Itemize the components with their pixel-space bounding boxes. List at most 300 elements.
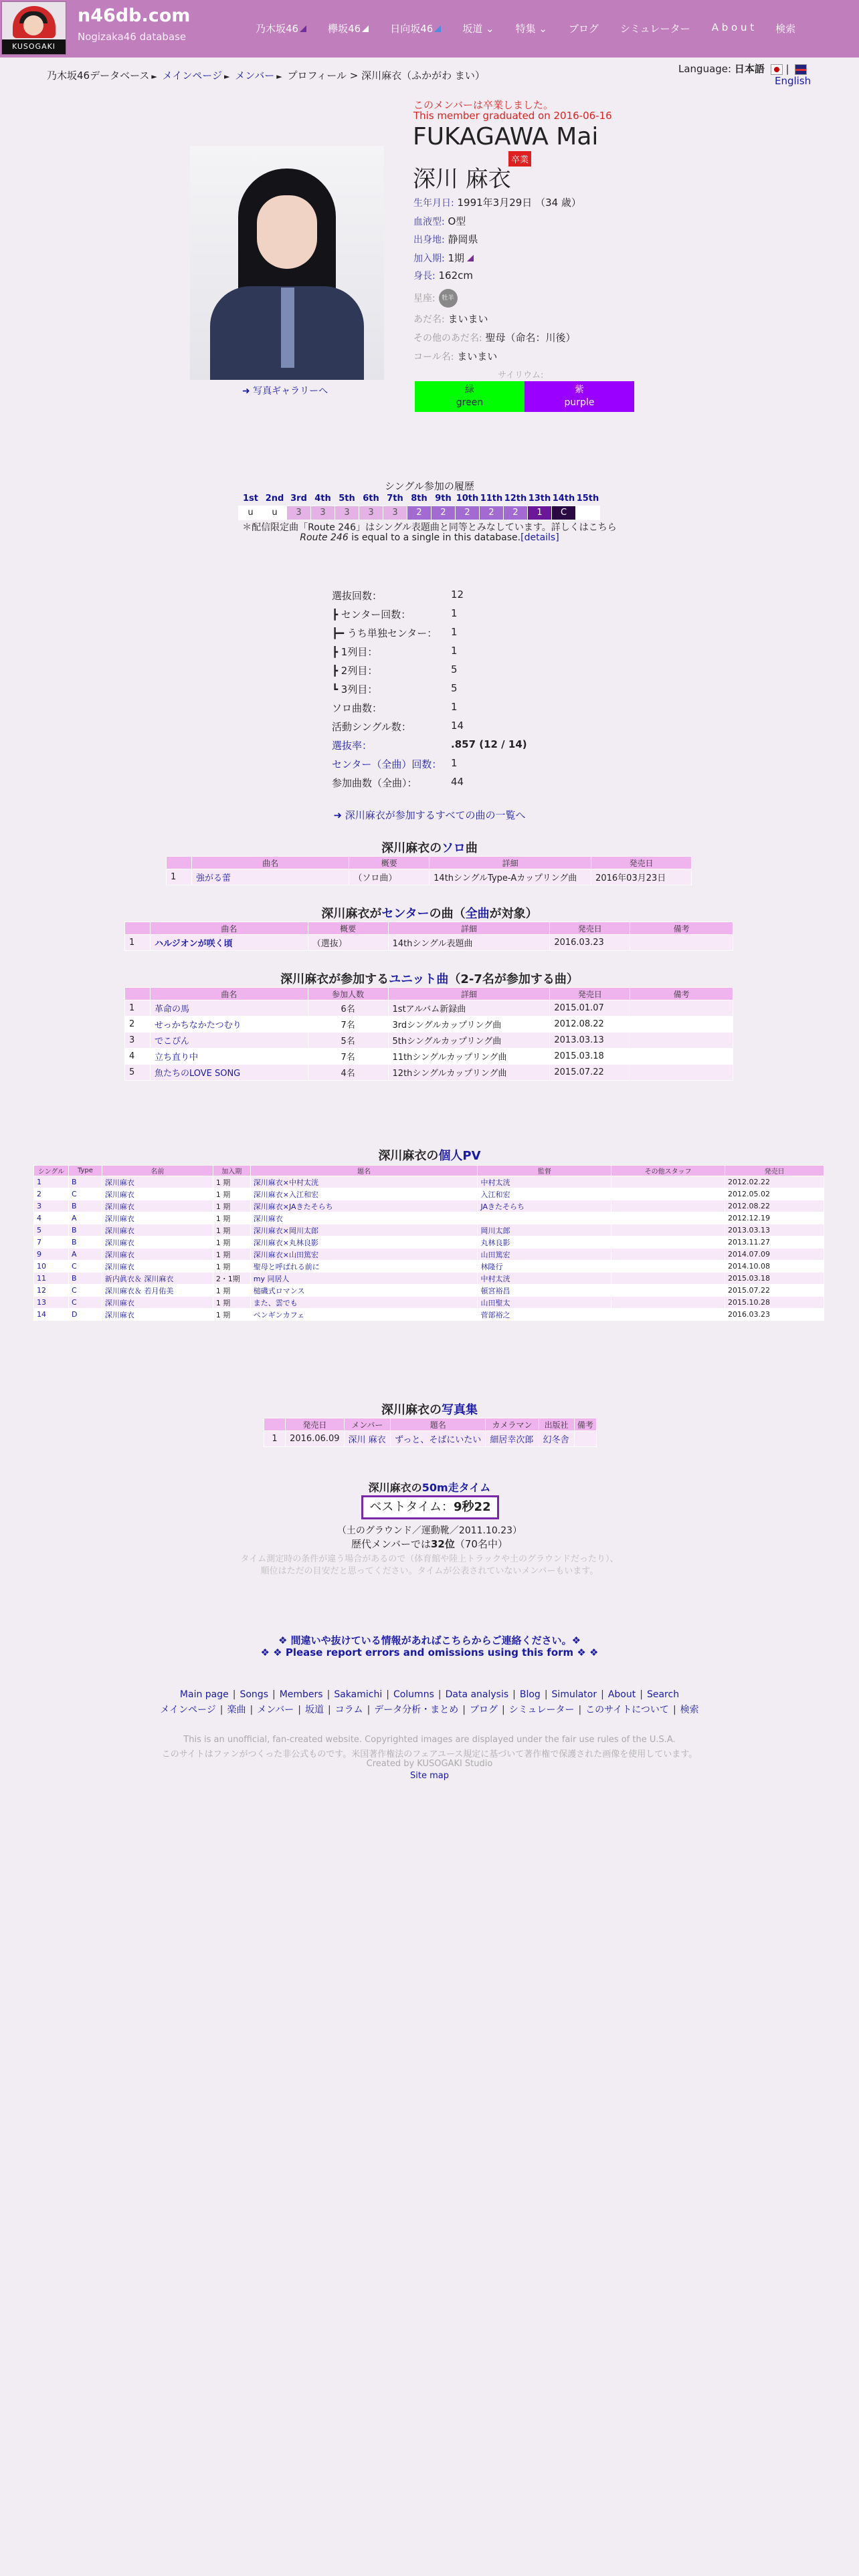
row-link[interactable]: 林隆行 [478, 1261, 611, 1273]
row-link[interactable]: ハルジオンが咲く頃 [150, 935, 308, 951]
row-link[interactable]: 細居幸次郎 [486, 1431, 539, 1447]
table-cell: 2012.08.22 [550, 1016, 630, 1033]
penlight-label: サイリウム: [498, 370, 544, 381]
row-link[interactable]: JAきたそらち [478, 1200, 611, 1212]
profile-birthday [413, 195, 581, 209]
row-link[interactable]: 深川 麻衣 [344, 1431, 391, 1447]
table-cell: 2015.03.18 [725, 1273, 824, 1285]
row-link[interactable]: 槌磯式ロマンス [250, 1285, 478, 1297]
stat-key[interactable]: センター（全曲）回数： [332, 758, 442, 770]
uk-flag-icon[interactable] [795, 64, 807, 75]
row-link[interactable]: 中村太洸 [478, 1273, 611, 1285]
member-photo[interactable] [190, 146, 384, 380]
single-header-5[interactable]: 5th [339, 494, 355, 504]
row-link[interactable]: 深川麻衣×丸林良影 [250, 1237, 478, 1249]
row-link[interactable]: 新内眞衣＆ 深川麻衣 [102, 1273, 213, 1285]
table-row [125, 935, 733, 951]
row-link[interactable]: 深川麻衣 [102, 1249, 213, 1261]
row-link[interactable]: D [68, 1309, 102, 1321]
nav-keyakizaka-label: 欅坂46 [328, 23, 361, 35]
single-header-12[interactable]: 12th [504, 494, 527, 504]
row-link[interactable]: また、雲でも [250, 1297, 478, 1309]
column-header: 概要 [308, 922, 388, 935]
footer-link[interactable]: Simulator [551, 1689, 597, 1700]
nav-search[interactable]: 検索 [775, 23, 796, 35]
table-cell: 4 [125, 1049, 151, 1065]
row-link[interactable]: 幻冬舎 [539, 1431, 574, 1447]
table-cell: 1 期 [213, 1285, 250, 1297]
table-row [125, 1049, 733, 1065]
breadcrumb-arrow-icon: ► [151, 72, 157, 81]
birthday-key[interactable]: 生年月日: [413, 198, 454, 209]
footer-link[interactable]: コラム [335, 1705, 363, 1715]
row-link[interactable]: 深川麻衣 [102, 1200, 213, 1212]
row-link[interactable]: ずっと、そばにいたい [391, 1431, 486, 1447]
site-title[interactable]: n46db.com [78, 5, 191, 26]
row-link[interactable]: 深川麻衣×山田篤宏 [250, 1249, 478, 1261]
breadcrumb-profile: プロフィール [287, 70, 347, 82]
row-link[interactable]: せっかちなかたつむり [150, 1016, 308, 1033]
table-cell [630, 1016, 733, 1033]
table-cell: 2016年03月23日 [591, 869, 692, 885]
table-cell [611, 1273, 725, 1285]
row-link[interactable]: 深川麻衣 [102, 1224, 213, 1237]
report-errors-link-ja[interactable]: ❖ 間違いや抜けている情報があればこちらからご連絡ください。❖ [278, 1634, 581, 1646]
table-row [34, 1309, 824, 1321]
row-link[interactable]: 菅部裕之 [478, 1309, 611, 1321]
center-title-link[interactable]: センター [381, 907, 430, 921]
row-link[interactable]: 10 [34, 1261, 69, 1273]
center-title-a: 深川麻衣が [321, 907, 382, 921]
stat-key: 活動シングル数： [332, 721, 411, 733]
fifty-title-link[interactable]: 50m走タイム [421, 1481, 491, 1494]
table-cell: 6名 [308, 1000, 388, 1016]
footer-separator: | [601, 1689, 604, 1700]
footer-link[interactable]: Search [646, 1689, 680, 1700]
footer-separator: | [327, 1705, 331, 1715]
table-cell: 1stアルバム新録曲 [388, 1000, 550, 1016]
row-link[interactable]: C [68, 1188, 102, 1200]
purple-triangle-icon [300, 25, 306, 32]
column-header: 加入期 [213, 1166, 250, 1176]
row-link[interactable]: でこぴん [150, 1033, 308, 1049]
table-row [34, 1237, 824, 1249]
route246-note-ja-text[interactable]: ＊配信限定曲「Route 246」はシングル表題曲と同等とみなしています。詳しくはこちら [242, 522, 617, 533]
disclaimer-en: This is an unofficial, fan-created website. Copyrighted images are displayed under the fair use rules of the U.S.A. [183, 1735, 676, 1745]
row-link[interactable]: 9 [34, 1249, 69, 1261]
footer-separator: | [578, 1705, 582, 1715]
stat-value: 5 [451, 663, 458, 675]
table-row [125, 1000, 733, 1016]
site-logo[interactable] [1, 1, 66, 55]
column-header: 出版社 [539, 1418, 574, 1431]
footer-link[interactable]: データ分析・まとめ [374, 1705, 459, 1715]
solo-title-c: 曲 [465, 841, 478, 855]
row-link[interactable]: 11 [34, 1273, 69, 1285]
row-link[interactable]: B [68, 1224, 102, 1237]
table-header-row [125, 922, 733, 935]
table-cell: 2016.03.23 [725, 1309, 824, 1321]
table-cell [574, 1431, 596, 1447]
single-value-15 [576, 506, 600, 520]
single-value-9: 2 [432, 506, 456, 520]
credit: Created by KUSOGAKI Studio [366, 1759, 493, 1769]
nav-features-menu[interactable]: 特集 ⌄ [515, 23, 547, 35]
footer-separator: | [544, 1689, 548, 1700]
table-cell: 11thシングルカップリング曲 [388, 1049, 550, 1065]
row-link[interactable]: 深川麻衣 [102, 1212, 213, 1224]
column-header [264, 1418, 286, 1431]
best-time-rank [0, 1537, 859, 1551]
row-link[interactable]: 立ち直り中 [150, 1049, 308, 1065]
language-current: 日本語 [734, 63, 765, 75]
table-cell [611, 1309, 725, 1321]
footer-link[interactable]: メンバー [257, 1705, 294, 1715]
japan-flag-icon[interactable] [771, 64, 783, 75]
center-all-link[interactable]: 全曲 [465, 907, 490, 921]
table-cell [611, 1249, 725, 1261]
table-cell [630, 1065, 733, 1081]
footer-separator: | [232, 1689, 236, 1700]
single-header-3[interactable]: 3rd [290, 494, 307, 504]
table-cell: 2 [125, 1016, 151, 1033]
language-switcher: Language: 日本語 | [678, 62, 807, 76]
row-link[interactable]: 深川麻衣×入江和宏 [250, 1188, 478, 1200]
single-header-10[interactable]: 10th [456, 494, 479, 504]
column-header: メンバー [344, 1418, 391, 1431]
hometown-key[interactable]: 出身地: [413, 235, 445, 245]
aries-sign-icon: 牡羊 [439, 289, 458, 308]
member-name-ja: 深川 麻衣 [413, 166, 511, 193]
center-songs-table [124, 922, 733, 951]
breadcrumb: 乃木坂46データベース ► メインページ ► メンバー ► プロフィール > 深川麻衣（ふかがわ まい） [47, 70, 485, 82]
column-header: その他スタッフ [611, 1166, 725, 1176]
center-songs-title [0, 904, 859, 922]
route246-details-link[interactable]: [details] [520, 532, 559, 543]
hometown-value: 静岡県 [448, 233, 478, 245]
row-link[interactable]: 1 [34, 1176, 69, 1188]
penlight-color-purple [524, 381, 634, 412]
height-key[interactable]: 身長: [413, 271, 436, 282]
nav-keyakizaka[interactable] [328, 21, 369, 35]
table-row [125, 1065, 733, 1081]
footer-link[interactable]: About [607, 1689, 636, 1700]
breadcrumb-members[interactable]: メンバー [235, 70, 275, 82]
other-nickname-value: 聖母（命名：川後） [485, 332, 576, 344]
footer-link[interactable]: Columns [393, 1689, 434, 1700]
single-header-11[interactable]: 11th [480, 494, 503, 504]
single-value-11: 2 [480, 506, 504, 520]
table-cell: 1 [125, 935, 151, 951]
single-header-14[interactable]: 14th [552, 494, 575, 504]
table-cell [630, 1049, 733, 1065]
column-header: シングル [34, 1166, 69, 1176]
single-history-table [238, 492, 600, 520]
column-header: 備考 [574, 1418, 596, 1431]
sitemap-link[interactable]: Site map [410, 1771, 449, 1781]
nav-hinatazaka[interactable] [390, 21, 441, 35]
row-link[interactable]: 頓宮裕昌 [478, 1285, 611, 1297]
route246-note-en-title: Route 246 [300, 532, 349, 543]
nav-blog[interactable]: ブログ [568, 23, 599, 35]
disclaimer-ja: このサイトはファンがつくった非公式ものです。米国著作権法のフェアユース規定に基づいて著作権で保護された画像を使用しています。 [161, 1749, 698, 1759]
column-header: 名前 [102, 1166, 213, 1176]
generation-key[interactable]: 加入期: [413, 253, 445, 264]
footer-link[interactable]: シミュレーター [508, 1705, 575, 1715]
row-link[interactable]: C [68, 1285, 102, 1297]
all-songs-link[interactable]: ➜ 深川麻衣が参加するすべての曲の一覧へ [333, 809, 526, 821]
row-link[interactable]: 13 [34, 1297, 69, 1309]
unit-title-c: （2-7名が参加する曲） [448, 972, 579, 986]
column-header: カメラマン [486, 1418, 539, 1431]
nav-nogizaka-label: 乃木坂46 [256, 23, 299, 35]
pv-title-link[interactable]: 個人PV [438, 1149, 481, 1163]
stat-key[interactable]: 選抜率： [332, 740, 373, 752]
row-link[interactable]: C [68, 1297, 102, 1309]
photobook-title [0, 1400, 859, 1418]
nav-hinatazaka-label: 日向坂46 [390, 23, 434, 35]
table-cell: 1 期 [213, 1200, 250, 1212]
table-cell: 4名 [308, 1065, 388, 1081]
row-link[interactable]: 深川麻衣 [102, 1176, 213, 1188]
single-header-9[interactable]: 9th [435, 494, 452, 504]
table-cell [630, 935, 733, 951]
row-link[interactable]: 深川麻衣×岡川太郎 [250, 1224, 478, 1237]
single-value-5: 3 [335, 506, 359, 520]
row-link[interactable]: 深川麻衣＆ 若月佑美 [102, 1285, 213, 1297]
route246-note-en-text: is equal to a single in this database. [348, 532, 521, 543]
row-link[interactable]: B [68, 1176, 102, 1188]
row-link[interactable]: 3 [34, 1200, 69, 1212]
row-link[interactable]: A [68, 1249, 102, 1261]
table-cell: 1 期 [213, 1212, 250, 1224]
single-header-2[interactable]: 2nd [265, 494, 284, 504]
stat-key: ┣ 1列目： [332, 646, 378, 658]
photo-gallery-link[interactable]: ➜ 写真ギャラリーへ [242, 386, 328, 397]
table-cell [611, 1285, 725, 1297]
row-link[interactable]: 山田聖太 [478, 1297, 611, 1309]
table-cell [611, 1261, 725, 1273]
nav-simulator[interactable]: シミュレーター [619, 23, 690, 35]
table-cell: 2014.07.09 [725, 1249, 824, 1261]
footer-separator: | [219, 1705, 223, 1715]
row-link[interactable]: 5 [34, 1224, 69, 1237]
row-link[interactable]: 14 [34, 1309, 69, 1321]
table-cell: 1 期 [213, 1176, 250, 1188]
footer-link[interactable]: Members [279, 1689, 323, 1700]
single-header-6[interactable]: 6th [363, 494, 379, 504]
footer-link[interactable]: 楽曲 [227, 1705, 246, 1715]
column-header: 詳細 [430, 857, 591, 869]
single-header-1[interactable]: 1st [243, 494, 258, 504]
nav-about[interactable]: A b o u t [711, 21, 755, 33]
table-cell: 1 期 [213, 1297, 250, 1309]
row-link[interactable]: 深川麻衣 [102, 1297, 213, 1309]
footer-link[interactable]: Sakamichi [334, 1689, 383, 1700]
blood-key[interactable]: 血液型: [413, 217, 445, 227]
row-link[interactable]: 魚たちのLOVE SONG [150, 1065, 308, 1081]
row-link[interactable]: B [68, 1237, 102, 1249]
table-cell: 2012.05.02 [725, 1188, 824, 1200]
footer-link[interactable]: ブログ [470, 1705, 498, 1715]
row-link[interactable]: 聖母と呼ばれる前に [250, 1261, 478, 1273]
row-link[interactable]: 入江和宏 [478, 1188, 611, 1200]
single-value-2: u [263, 506, 287, 520]
row-link[interactable]: ペンギンカフェ [250, 1309, 478, 1321]
column-header: 発売日 [725, 1166, 824, 1176]
table-row [34, 1188, 824, 1200]
stat-value: 5 [451, 682, 458, 694]
profile-nickname [413, 312, 488, 326]
column-header: 発売日 [550, 922, 630, 935]
row-link[interactable]: 深川麻衣 [102, 1188, 213, 1200]
row-link[interactable] [478, 1212, 611, 1224]
table-cell: 7名 [308, 1016, 388, 1033]
single-header-13[interactable]: 13th [528, 494, 551, 504]
table-cell: 1 期 [213, 1237, 250, 1249]
column-header: 題名 [391, 1418, 486, 1431]
row-link[interactable]: 2 [34, 1188, 69, 1200]
purple-triangle-icon [467, 255, 474, 261]
photobook-title-a: 深川麻衣の [381, 1403, 442, 1417]
table-cell: （選抜） [308, 935, 388, 951]
row-link[interactable]: 深川麻衣 [102, 1261, 213, 1273]
language-english-link[interactable]: English [775, 75, 812, 87]
row-link[interactable]: C [68, 1261, 102, 1273]
footer-link[interactable]: 検索 [680, 1705, 699, 1715]
row-link[interactable]: 深川麻衣×JAきたそらち [250, 1200, 478, 1212]
row-link[interactable]: 12 [34, 1285, 69, 1297]
single-header-7[interactable]: 7th [387, 494, 403, 504]
row-link[interactable]: 強がる蕾 [191, 869, 349, 885]
column-header [167, 857, 192, 869]
row-link[interactable]: 岡川太郎 [478, 1224, 611, 1237]
column-header: 曲名 [150, 988, 308, 1000]
solo-title-link[interactable]: ソロ [441, 841, 466, 855]
column-header: 参加人数 [308, 988, 388, 1000]
row-link[interactable]: A [68, 1212, 102, 1224]
report-errors-link-en[interactable]: ❖ ❖ Please report errors and omissions using this form ❖ ❖ [260, 1646, 599, 1658]
column-header [125, 922, 151, 935]
rank-value: 32位 [430, 1538, 455, 1550]
footer-link[interactable]: Songs [240, 1689, 268, 1700]
table-cell: 2012.08.22 [725, 1200, 824, 1212]
single-value-8: 2 [407, 506, 432, 520]
breadcrumb-main[interactable]: メインページ [162, 70, 222, 82]
footer-separator: | [250, 1705, 254, 1715]
row-link[interactable]: 深川麻衣 [250, 1212, 478, 1224]
footer-separator: | [512, 1689, 516, 1700]
table-cell: 2016.03.23 [550, 935, 630, 951]
row-link[interactable]: 深川麻衣×中村太洸 [250, 1176, 478, 1188]
row-link[interactable]: 山田篤宏 [478, 1249, 611, 1261]
table-cell [611, 1176, 725, 1188]
row-link[interactable]: 4 [34, 1212, 69, 1224]
penlight-1-en: green [456, 397, 484, 408]
nav-nogizaka[interactable] [256, 21, 306, 35]
member-name-en: FUKAGAWA Mai [413, 123, 599, 150]
footer-link[interactable]: メインページ [160, 1705, 216, 1715]
row-link[interactable]: B [68, 1273, 102, 1285]
graduated-badge: 卒業 [508, 151, 531, 167]
single-header-4[interactable]: 4th [314, 494, 331, 504]
row-link[interactable]: 深川麻衣 [102, 1309, 213, 1321]
profile-height [413, 269, 473, 282]
table-cell [611, 1200, 725, 1212]
single-value-4: 3 [311, 506, 335, 520]
single-value-14: C [552, 506, 576, 520]
table-row [34, 1261, 824, 1273]
row-link[interactable]: 深川麻衣 [102, 1237, 213, 1249]
table-row [264, 1431, 597, 1447]
stat-value: 1 [451, 626, 458, 638]
site-subtitle: Nogizaka46 database [78, 31, 187, 43]
photobook-title-link[interactable]: 写真集 [442, 1403, 478, 1417]
row-link[interactable]: my 同居人 [250, 1273, 478, 1285]
stat-key: 選抜回数： [332, 590, 383, 602]
footer-link[interactable]: Main page [179, 1689, 229, 1700]
stat-value: .857 (12 / 14) [451, 738, 527, 750]
column-header: 備考 [630, 988, 733, 1000]
birthday-value: 1991年3月29日 （34 歳） [457, 197, 581, 209]
footer-link[interactable]: このサイトについて [585, 1705, 669, 1715]
table-cell: 14thシングル表題曲 [388, 935, 550, 951]
stat-value: 1 [451, 607, 458, 619]
row-link[interactable]: 丸林良影 [478, 1237, 611, 1249]
table-cell: 1 [125, 1000, 151, 1016]
footer-link[interactable]: Data analysis [445, 1689, 509, 1700]
row-link[interactable]: 7 [34, 1237, 69, 1249]
stat-value: 44 [451, 776, 464, 788]
footer-separator: | [672, 1705, 676, 1715]
row-link[interactable]: B [68, 1200, 102, 1212]
profile-other-nicknames [413, 330, 576, 344]
footer-nav-en [0, 1689, 859, 1700]
footer-link[interactable]: Blog [519, 1689, 541, 1700]
table-cell: 2015.10.28 [725, 1297, 824, 1309]
best-time-note-1: タイム測定時の条件が違う場合があるので（体育館や陸上トラックや土のグラウンドだったり）、 [240, 1554, 619, 1564]
solo-songs-title [0, 839, 859, 856]
breadcrumb-home[interactable]: 乃木坂46データベース [47, 70, 150, 82]
table-cell: 1 期 [213, 1188, 250, 1200]
table-header-row [264, 1418, 597, 1431]
single-header-8[interactable]: 8th [411, 494, 427, 504]
table-cell: 3rdシングルカップリング曲 [388, 1016, 550, 1033]
footer-separator: | [462, 1705, 466, 1715]
main-nav [256, 21, 817, 35]
other-nickname-key: その他のあだ名: [413, 333, 482, 344]
table-cell: 12thシングルカップリング曲 [388, 1065, 550, 1081]
call-name-value: まいまい [457, 350, 498, 362]
row-link[interactable]: 中村太洸 [478, 1176, 611, 1188]
row-link[interactable]: 革命の馬 [150, 1000, 308, 1016]
language-label: Language: [678, 63, 732, 75]
footer-link[interactable]: 坂道 [304, 1705, 324, 1715]
table-row [34, 1200, 824, 1212]
generation-value: 1期 [448, 252, 465, 264]
logo-face-shape [23, 15, 43, 35]
photo-face-shape [257, 195, 317, 269]
penlight-1-ja: 緑 [465, 385, 474, 395]
unit-title-link[interactable]: ユニット曲 [389, 972, 449, 986]
table-cell: 5名 [308, 1033, 388, 1049]
nav-sakamichi-menu[interactable]: 坂道 ⌄ [462, 23, 494, 35]
solo-songs-table [166, 856, 692, 885]
single-header-15[interactable]: 15th [576, 494, 599, 504]
footer-separator: | [502, 1705, 505, 1715]
stat-value: 1 [451, 757, 458, 769]
table-cell: 1 期 [213, 1261, 250, 1273]
